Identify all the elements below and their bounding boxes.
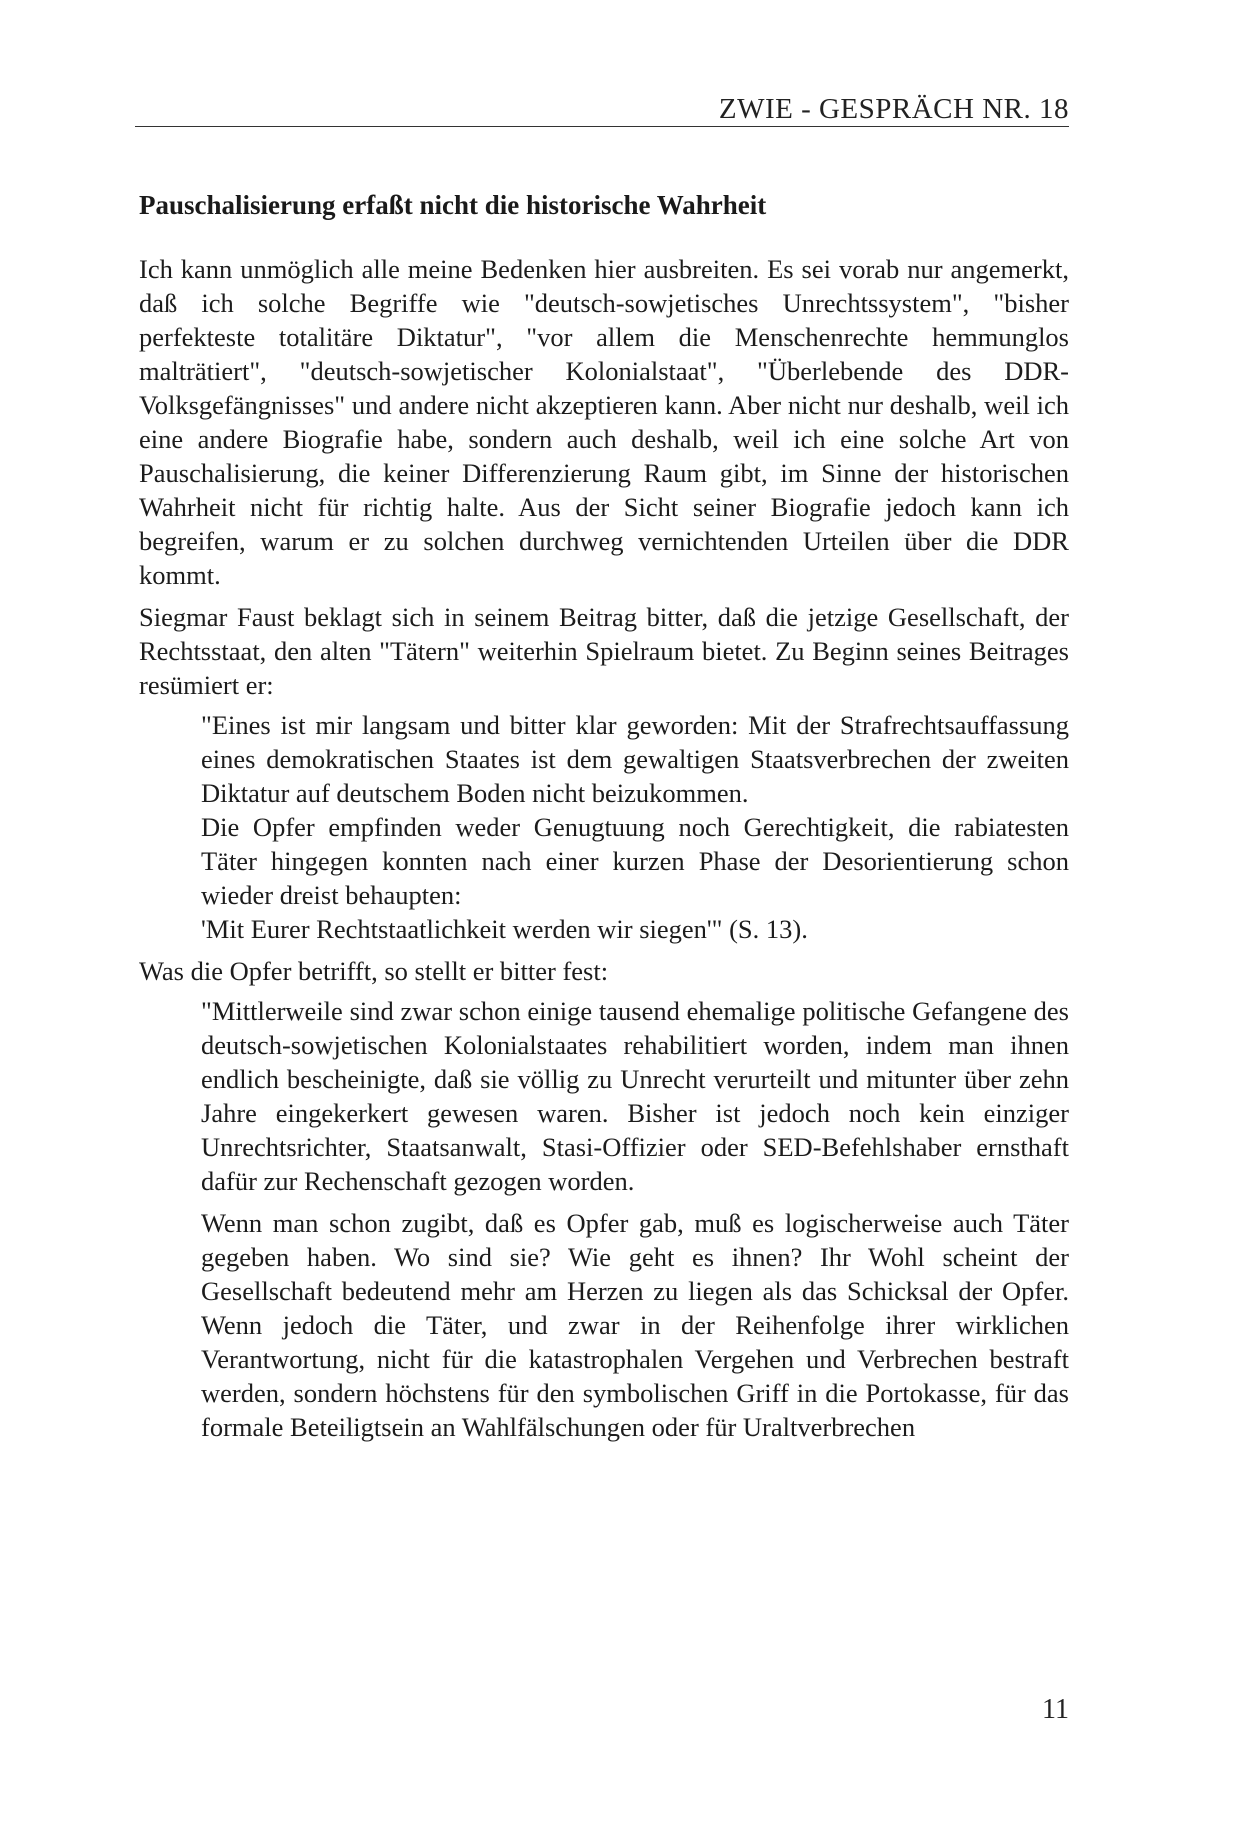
header-rule xyxy=(135,126,1069,127)
paragraph-3: Was die Opfer betrifft, so stellt er bitter fest: xyxy=(139,956,609,986)
quote-1-part-2: Die Opfer empfinden weder Genugtuung noch Gerechtigkeit, die rabiatesten Täter hingegen konnten nach einer kurzen Phase der Desorientierung schon wieder dreist behaupten: xyxy=(201,812,1069,910)
paragraph-2: Siegmar Faust beklagt sich in seinem Beitrag bitter, daß die jetzige Gesellschaft, der Rechtsstaat, den alten "Tätern" weiterhin Spielraum bietet. Zu Beginn seines Beitrages resümiert er: xyxy=(139,602,1069,700)
page-number: 11 xyxy=(1042,1694,1069,1725)
paragraph-1: Ich kann unmöglich alle meine Bedenken hier ausbreiten. Es sei vorab nur angemerkt, daß ich solche Begriffe wie "deutsch-sowjetisches Unrechtssystem", "bisher perfekteste totalitäre Diktatur", "vor allem die Menschenrechte hemmunglos malträtiert", "deutsch-sowjetischer Kolonialstaat", "Überlebende des DDR-Volksgefängnisses" und andere nicht akzeptieren kann. Aber nicht nur deshalb, weil ich eine andere Biografie habe, sondern auch deshalb, weil ich eine solche Art von Pauschalisierung, die keiner Differenzierung Raum gibt, im Sinne der historischen Wahrheit nicht für richtig halte. Aus der Sicht seiner Biografie jedoch kann ich begreifen, warum er zu solchen durchweg vernichtenden Urteilen über die DDR kommt. xyxy=(139,254,1069,590)
document-page xyxy=(139,0,1069,1826)
body-text xyxy=(139,252,1069,1452)
section-heading: Pauschalisierung erfaßt nicht die historische Wahrheit xyxy=(139,190,767,220)
quote-2-part-2: Wenn man schon zugibt, daß es Opfer gab, muß es logischerweise auch Täter gegeben haben. Wo sind sie? Wie geht es ihnen? Ihr Wohl scheint der Gesellschaft bedeutend mehr am Herzen zu liegen als das Schicksal der Opfer. Wenn jedoch die Täter, und zwar in der Reihenfolge ihrer wirklichen Verantwortung, nicht für die katastrophalen Vergehen und Verbrechen bestraft werden, sondern höchstens für den symbolischen Griff in die Portokasse, für das formale Beteiligtsein an Wahlfälschungen oder für Uraltverbrechen xyxy=(201,1208,1069,1442)
quote-1-part-1: "Eines ist mir langsam und bitter klar geworden: Mit der Strafrechtsauffassung eines demokratischen Staates ist dem gewaltigen Staatsverbrechen der zweiten Diktatur auf deutschem Boden nicht beizukommen. xyxy=(201,710,1069,808)
block-quote-1 xyxy=(201,708,1069,946)
quote-2-part-1: "Mittlerweile sind zwar schon einige tausend ehemalige politische Gefangene des deutsch-sowjetischen Kolonialstaates rehabilitiert worden, indem man ihnen endlich bescheinigte, daß sie völlig zu Unrecht verurteilt und mitunter über zehn Jahre eingekerkert gewesen waren. Bisher ist jedoch noch kein einziger Unrechtsrichter, Staatsanwalt, Stasi-Offizier oder SED-Befehlshaber ernsthaft dafür zur Rechenschaft gezogen worden. xyxy=(201,996,1069,1196)
running-header: ZWIE - GESPRÄCH NR. 18 xyxy=(718,93,1069,125)
block-quote-2 xyxy=(201,994,1069,1444)
quote-1-part-3: 'Mit Eurer Rechtstaatlichkeit werden wir siegen'" (S. 13). xyxy=(201,914,808,944)
